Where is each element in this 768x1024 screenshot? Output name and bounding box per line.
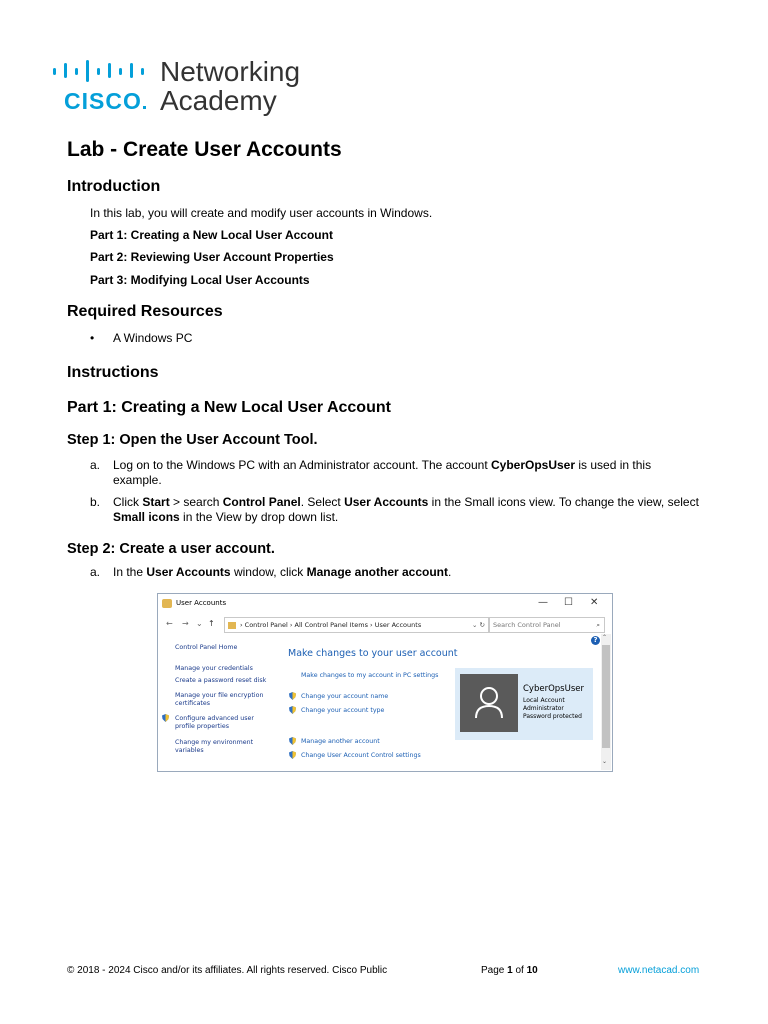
list-label: a. — [90, 565, 101, 579]
link-manage-another-account[interactable]: Manage another account — [301, 738, 380, 745]
avatar — [460, 674, 518, 732]
help-icon[interactable]: ? — [591, 636, 600, 645]
maximize-button[interactable]: ☐ — [564, 597, 573, 608]
cisco-wordmark: CISCO — [64, 88, 146, 115]
introduction-heading: Introduction — [67, 178, 161, 195]
uac-shield-icon — [162, 714, 169, 722]
main-heading: Make changes to your user account — [288, 648, 458, 659]
list-text: Log on to the Windows PC with an Administrator account. The account CyberOpsUser is used in this example. — [113, 458, 652, 487]
user-role: Administrator — [523, 705, 564, 712]
footer-url-link[interactable]: www.netacad.com — [618, 965, 700, 976]
back-arrow-icon[interactable]: ← — [166, 619, 173, 628]
user-name: CyberOpsUser — [523, 684, 584, 694]
sidebar-advanced-profile[interactable]: Configure advanced user — [175, 715, 255, 722]
step1-item-a — [90, 458, 710, 488]
uac-shield-icon — [289, 706, 296, 714]
forward-arrow-icon[interactable]: → — [182, 619, 189, 628]
list-text: In the User Accounts window, click Manage another account. — [113, 565, 452, 579]
user-avatar-icon — [460, 674, 518, 732]
scroll-up-icon[interactable]: ⌃ — [602, 634, 608, 641]
link-change-account-name[interactable]: Change your account name — [301, 693, 389, 700]
step2-heading: Step 2: Create a user account. — [67, 541, 275, 557]
cisco-bars-logo-icon — [53, 60, 151, 82]
user-card — [455, 668, 593, 740]
bullet-icon: • — [90, 331, 95, 345]
step1-item-b — [90, 495, 710, 525]
sidebar-manage-credentials[interactable]: Manage your credentials — [175, 665, 253, 672]
part-list-item: Part 1: Creating a New Local User Account — [90, 228, 333, 242]
refresh-icon[interactable]: ⌄ ↻ — [472, 621, 485, 629]
link-pc-settings[interactable]: Make changes to my account in PC settings — [301, 672, 439, 679]
instructions-heading: Instructions — [67, 364, 159, 381]
scroll-down-icon[interactable]: ⌄ — [602, 758, 608, 765]
sidebar-password-reset-disk[interactable]: Create a password reset disk — [175, 677, 267, 684]
footer-page-number: Page 1 of 10 — [481, 965, 538, 976]
part1-heading: Part 1: Creating a New Local User Account — [67, 399, 391, 416]
up-arrow-icon[interactable]: ↑ — [208, 619, 215, 628]
sidebar-file-encryption[interactable]: Manage your file encryption — [175, 692, 264, 699]
window-titlebar — [158, 594, 612, 614]
list-label: a. — [90, 458, 101, 472]
search-control-panel-input[interactable]: Search Control Panel ⌕ — [488, 617, 605, 633]
sidebar-environment-variables-line2[interactable]: variables — [175, 747, 204, 754]
control-panel-icon — [228, 622, 236, 629]
scrollbar-thumb[interactable] — [602, 645, 610, 748]
resource-item: A Windows PC — [113, 331, 193, 345]
logo-text-networking: Networking — [160, 56, 301, 87]
logo-text-academy: Academy — [160, 85, 277, 116]
vertical-scrollbar[interactable] — [601, 634, 611, 770]
user-account-type: Local Account — [523, 697, 565, 704]
close-button[interactable]: ✕ — [590, 597, 599, 608]
address-bar-row — [158, 616, 612, 634]
part-list-item: Part 3: Modifying Local User Accounts — [90, 273, 310, 287]
address-box[interactable]: › Control Panel › All Control Panel Items › User Accounts ⌄ ↻ — [224, 617, 490, 633]
link-uac-settings[interactable]: Change User Account Control settings — [301, 752, 421, 759]
link-change-account-type[interactable]: Change your account type — [301, 707, 385, 714]
part-list-item: Part 2: Reviewing User Account Properties — [90, 250, 334, 264]
user-accounts-window-screenshot — [157, 593, 613, 772]
uac-shield-icon — [289, 751, 296, 759]
search-icon: ⌕ — [596, 621, 600, 629]
sidebar-advanced-profile-line2[interactable]: profile properties — [175, 723, 230, 730]
user-accounts-icon — [162, 599, 172, 608]
sidebar-file-encryption-line2[interactable]: certificates — [175, 700, 211, 707]
footer-copyright: © 2018 - 2024 Cisco and/or its affiliates. All rights reserved. Cisco Public — [67, 965, 388, 976]
uac-shield-icon — [289, 737, 296, 745]
uac-shield-icon — [289, 692, 296, 700]
recent-chevron-icon[interactable]: ⌄ — [196, 619, 203, 628]
list-text: Click Start > search Control Panel. Select User Accounts in the Small icons view. To change the view, select Small icons in the View by drop down list. — [113, 495, 699, 524]
user-password-status: Password protected — [523, 713, 582, 720]
resources-heading: Required Resources — [67, 303, 223, 320]
window-title: User Accounts — [176, 599, 227, 607]
sidebar-environment-variables[interactable]: Change my environment — [175, 739, 254, 746]
list-label: b. — [90, 495, 101, 509]
sidebar-control-panel-home[interactable]: Control Panel Home — [175, 644, 238, 651]
introduction-text: In this lab, you will create and modify user accounts in Windows. — [90, 206, 433, 220]
document-title: Lab - Create User Accounts — [67, 138, 342, 161]
minimize-button[interactable]: — — [538, 597, 548, 608]
step1-heading: Step 1: Open the User Account Tool. — [67, 432, 318, 448]
step2-item-a — [90, 565, 710, 581]
